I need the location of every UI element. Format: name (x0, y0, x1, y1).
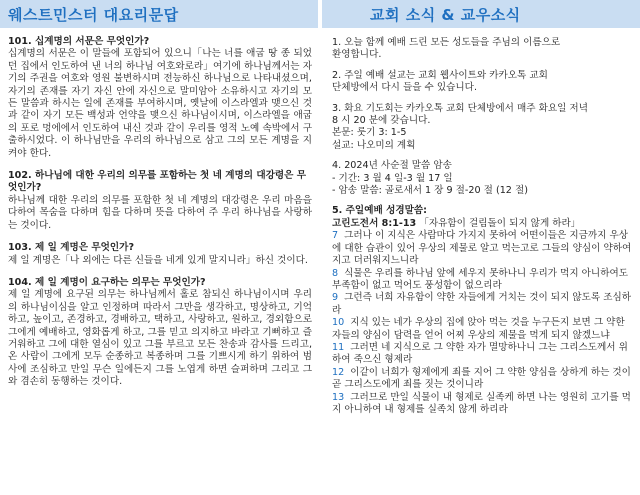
verse (332, 342, 634, 367)
right-column (322, 0, 640, 495)
question-101 (8, 36, 312, 160)
verse-text: 그런즉 너희 자유함이 약한 자들에게 거치는 것이 되지 않도록 조심하라 (332, 292, 632, 316)
question-answer: 하나님께 대한 우리의 의무를 포함한 첫 네 계명의 대강령은 우리 마음을 다하여 목숨을 다하며 힘을 다하며 뜻을 다하여 주 우리 하나님을 사랑하는 것이다. (8, 194, 312, 231)
verse-number: 8 (332, 267, 339, 279)
verse (332, 367, 634, 392)
verse-text: 이같이 너희가 형제에게 죄를 지어 그 약한 양심을 상하게 하는 것이 곧 그리스도에게 죄를 짓는 것이니라 (332, 366, 631, 391)
question-title: 102. 하나님에 대한 우리의 의무를 포함하는 첫 네 계명의 대강령은 무엇인가? (8, 170, 307, 194)
news-item-text: 2. 주일 예배 설교는 교회 웹사이트와 카카오톡 교회 단체방에서 다시 들을 수 있습니다. (332, 69, 548, 94)
verse-number: 10 (332, 317, 345, 329)
verse-number: 11 (332, 341, 345, 353)
question-title: 103. 제 일 계명은 무엇인가? (8, 242, 135, 254)
scripture-section (332, 205, 634, 416)
verse (332, 230, 634, 267)
news-item (332, 103, 634, 153)
news-item (332, 37, 634, 62)
verse (332, 292, 634, 317)
question-104 (8, 277, 312, 389)
news-item-text: 1. 오늘 함께 예배 드린 모든 성도들을 주님의 이름으로 환영합니다. (332, 37, 561, 61)
news-item-text: 4. 2024년 사순절 말씀 암송 - 기간: 3 월 4 일-3 월 17 일 - 암송 말씀: 골로새서 1 장 9 절-20 절 (12 절) (332, 160, 528, 197)
verse-number: 9 (332, 292, 339, 304)
question-answer: 제 일 계명은「나 외에는 다른 신들을 네게 있게 말지니라」하신 것이다. (8, 254, 308, 266)
scripture-ref: 고린도전서 8:1-13 (332, 217, 417, 229)
news-item (332, 160, 634, 197)
verse-text: 지식 있는 네가 우상의 집에 앉아 먹는 것을 누구든지 보면 그 약한 자들의 양심이 담력을 얻어 어찌 우상의 제물을 먹게 되지 않겠느냐 (332, 317, 625, 341)
news-item-text: 3. 화요 기도회는 카카오톡 교회 단체방에서 매주 화요일 저녁 8 시 20 분에 갖습니다. 본문: 룻기 3: 1-5 설교: 나오미의 계획 (332, 102, 588, 151)
question-102 (8, 170, 312, 232)
verse-number: 12 (332, 366, 345, 378)
question-title: 101. 십계명의 서문은 무엇인가? (8, 36, 150, 47)
news-item (332, 70, 634, 95)
news-title: 교회 소식 & 교우소식 (322, 0, 640, 28)
verse (332, 317, 634, 342)
scripture-ref-title: 「자유함이 걸림돌이 되지 않게 하라」 (419, 217, 581, 229)
question-103 (8, 242, 312, 267)
verse-number: 13 (332, 391, 345, 403)
scripture-reference-line (332, 218, 634, 230)
question-answer: 제 일 계명에 요구된 의무는 하나님께서 홀로 참되신 하나님이시며 우리의 하나님이심을 알고 인정하며 따라서 그만을 생각하고, 명상하고, 기억하고, 높이고, 존경하고, 경배하고, 택하고, 사랑하고, 원하고, 경외함으로 그에게 예배하고, 영화롭게 하고, 그를 믿고 의지하고 바라고 기뻐하고 즐거워하고 그에 대한 열심이 있고 그를 부르고 모든 찬송과 감사를 드리고, 온 사람이 그에게 모두 순종하고 복종하며 그를 기쁘시게 하기 위하여 범사에 조심하고 만일 무슨 일에든지 그를 노엽게 하면 슬퍼하며 그리고 그와 겸손히 동행하는 것이다. (8, 289, 312, 388)
catechism-title: 웨스트민스터 대요리문답 (0, 0, 318, 28)
verse-text: 식물은 우리를 하나님 앞에 세우지 못하나니 우리가 먹지 아니하여도 부족함이 없고 먹어도 풍성함이 없으리라 (332, 267, 628, 291)
scripture-heading: 5. 주일예배 성경말씀: (332, 205, 427, 217)
news-body (322, 28, 640, 416)
verse-text: 그러나 이 지식은 사람마다 가지지 못하여 어떤이들은 지금까지 우상에 대한 습관이 있어 우상의 제물로 알고 먹는고로 그들의 양심이 약하여지고 더러워지느니라 (332, 230, 632, 267)
verse (332, 392, 634, 417)
question-answer: 십계명의 서문은 이 말들에 포함되어 있으니「나는 너를 애굽 땅 종 되었던 집에서 인도하여 낸 너의 하나님 여호와로라」여기에 하나님께서는 자기의 주권을 여호와 영원 불변하시며 전능하신 하나님으로 나타내셨으며, 자기의 존재를 자기 자신 안에 자신으로 말미암아 소유하시고 자기의 모든 말씀과 하시는 일에 존재를 부여하시며, 옛날에 이스라엘과 맺으신 것과 같이 자기 모든 백성과 언약을 맺으신 하나님이시며, 이스라엘을 애굽의 포로 멍에에서 인도하여 내신 것과 같이 우리를 영적 노예 속박에서 구출하시었다. 이 하나님만을 우리의 하나님으로 삼고 그의 모든 계명을 지켜야 한다. (8, 48, 312, 159)
left-column (0, 0, 318, 495)
verse (332, 268, 634, 293)
verse-text: 그러므로 만일 식물이 내 형제로 실족케 하면 나는 영원히 고기를 먹지 아니하여 내 형제를 실족치 않게 하리라 (332, 391, 631, 415)
verse-number: 7 (332, 230, 339, 242)
catechism-body (0, 28, 318, 389)
verse-text: 그러면 네 지식으로 그 약한 자가 멸망하나니 그는 그리스도께서 위하여 죽으신 형제라 (332, 341, 628, 366)
question-title: 104. 제 일 계명이 요구하는 의무는 무엇인가? (8, 276, 206, 288)
